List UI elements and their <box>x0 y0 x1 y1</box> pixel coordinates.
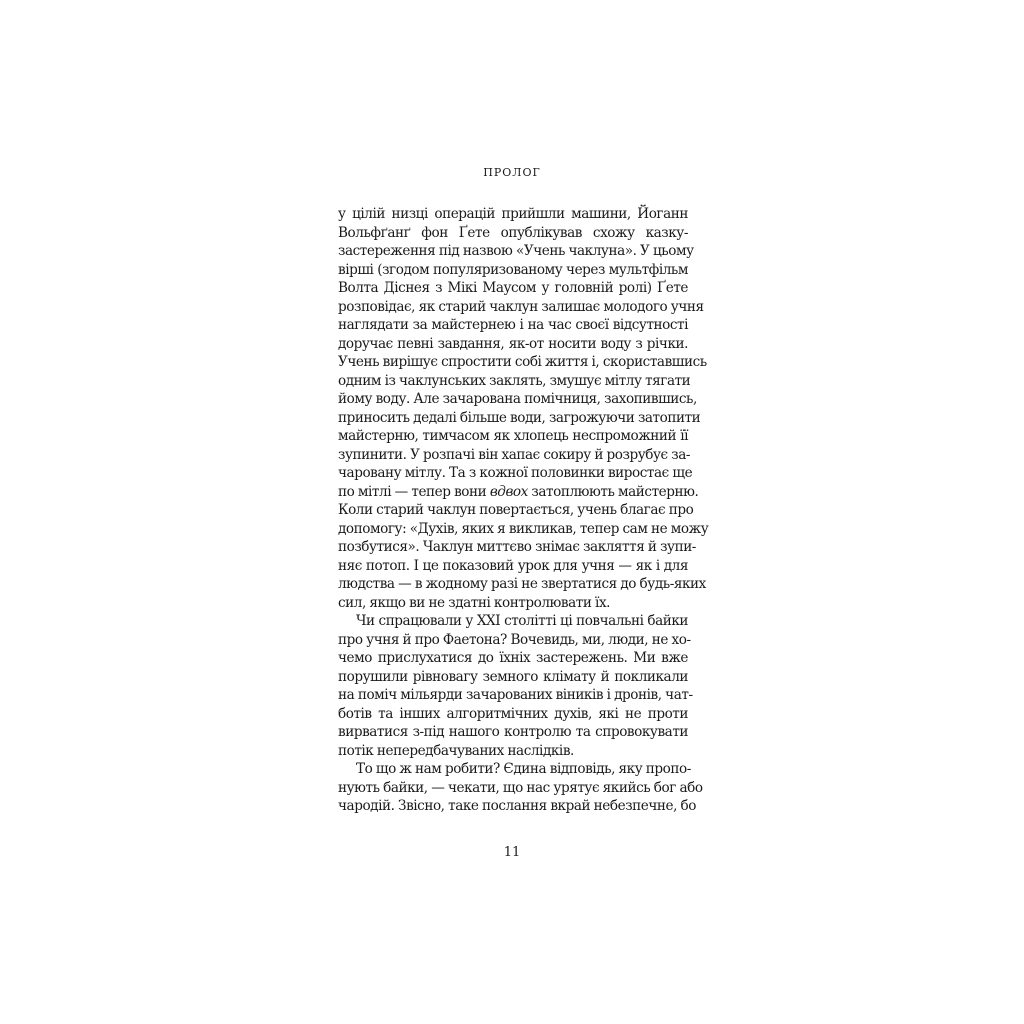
text-line: приносить дедалі більше води, загрожуючи затопити <box>338 409 701 426</box>
text-line: вірші (згодом популяризованому через мультфільм <box>338 261 688 278</box>
body-text <box>338 205 709 816</box>
text-line: розповідає, як старий чаклун залишає молодого учня <box>338 298 704 315</box>
text-line: сил, якщо ви не здатні контролювати їх. <box>338 594 611 611</box>
text-line: Волта Діснея з Мікі Маусом у головній ролі) Ґете <box>338 280 688 296</box>
text-line: майстерню, тимчасом як хлопець неспроможний її <box>338 428 688 444</box>
text-line: застереження під назвою «Учень чаклуна». У цьому <box>338 243 694 259</box>
text-line: одним із чаклунських заклять, змушує мітлу тягати <box>338 372 691 389</box>
text-line: позбутися». Чаклун миттєво знімає закляття й зупи- <box>338 539 696 555</box>
italic-emphasis: вдвох <box>489 483 528 500</box>
text-line: порушили рівновагу земного клімату й покликали <box>338 668 688 685</box>
text-line: Коли старий чаклун повертається, учень благає про <box>338 502 694 518</box>
text-line: Учень вирішує спростити собі життя і, скориставшись <box>338 354 707 370</box>
text-line: вирватися з-під нашого контролю та спровокувати <box>338 724 688 740</box>
text-line: чародій. Звісно, таке послання вкрай небезпечне, бо <box>338 798 697 814</box>
text-line: чемо прислухатися до їхніх застережень. Ми вже <box>338 650 688 666</box>
text-line <box>338 483 699 502</box>
text-line: про учня й про Фаетона? Вочевидь, ми, люди, не хо- <box>338 631 691 648</box>
text-line: допомогу: «Духів, яких я викликав, тепер сам не можу <box>338 520 709 537</box>
text-line: доручає певні завдання, як-от носити воду з річки. <box>338 335 688 352</box>
text-line: Чи спрацювали у XXI столітті ці повчальні байки <box>356 613 688 629</box>
text-line: чаровану мітлу. Та з кожної половинки виростає ще <box>338 465 693 481</box>
text-run: по мітлі — тепер вони <box>338 483 490 500</box>
text-line: То що ж нам робити? Єдина відповідь, яку пропо- <box>356 761 691 777</box>
text-line: Вольфґанґ фон Ґете опублікував схожу казку- <box>338 224 688 241</box>
text-line: ботів та інших алгоритмічних духів, які не проти <box>338 705 688 722</box>
text-line: наглядати за майстернею і на час своєї відсутності <box>338 317 688 333</box>
text-line: у цілій низці операцій прийшли машини, Йоганн <box>338 206 688 222</box>
text-line: йому воду. Але зачарована помічниця, захопившись, <box>338 391 697 407</box>
text-line: потік непередбачуваних наслідків. <box>338 742 574 759</box>
text-line: няє потоп. І це показовий урок для учня — як і для <box>338 557 688 574</box>
text-line: людства — в жодному разі не звертатися до будь-яких <box>338 576 706 592</box>
text-run: затоплюють майстерню. <box>527 483 699 500</box>
page-number: 11 <box>503 845 521 860</box>
running-head: ПРОЛОГ <box>483 166 541 179</box>
text-line: зупинити. У розпачі він хапає сокиру й розрубує за- <box>338 446 691 463</box>
text-line: на поміч мільярди зачарованих віників і дронів, чат- <box>338 687 693 703</box>
text-line: нують байки, — чекати, що нас урятує якийсь бог або <box>338 779 703 796</box>
